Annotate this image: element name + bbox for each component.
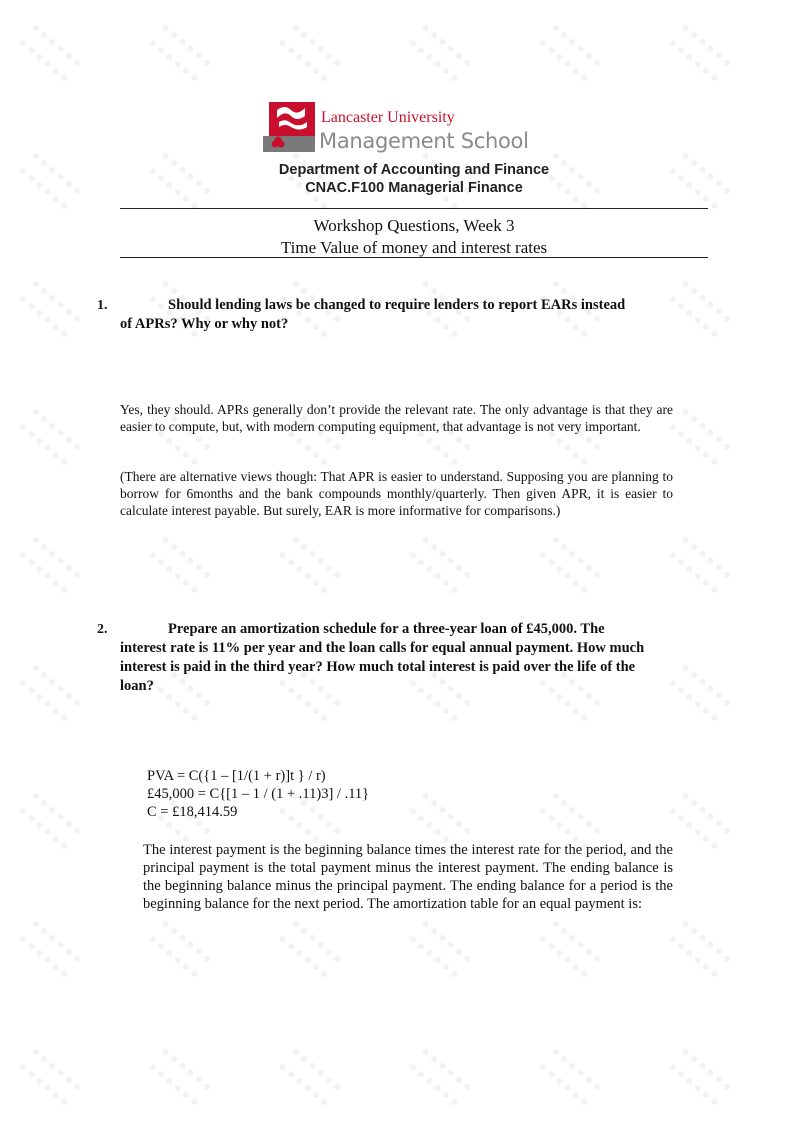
- watermark-mark: [279, 920, 342, 978]
- watermark-mark: [669, 920, 732, 978]
- watermark-mark: [19, 280, 82, 338]
- watermark-mark: [19, 664, 82, 722]
- question-1-line-1: Should lending laws be changed to require lenders to report EARs instead: [168, 297, 626, 313]
- watermark-mark: [409, 920, 472, 978]
- watermark-mark: [539, 920, 602, 978]
- watermark-mark: [409, 24, 472, 82]
- watermark-mark: [539, 24, 602, 82]
- watermark-mark: [669, 664, 732, 722]
- question-2-text: [120, 620, 672, 696]
- watermark-mark: [19, 792, 82, 850]
- watermark-mark: [19, 152, 82, 210]
- watermark-mark: [409, 1048, 472, 1106]
- question-2-number: 2.: [97, 622, 108, 637]
- watermark-mark: [149, 920, 212, 978]
- workshop-title: Workshop Questions, Week 3: [313, 216, 515, 235]
- watermark-mark: [19, 920, 82, 978]
- watermark-mark: [539, 536, 602, 594]
- watermark-mark: [669, 1048, 732, 1106]
- watermark-mark: [539, 1048, 602, 1106]
- watermark-mark: [279, 536, 342, 594]
- question-1-line-2: of APRs? Why or why not?: [120, 316, 289, 332]
- watermark-mark: [19, 408, 82, 466]
- watermark-mark: [19, 1048, 82, 1106]
- watermark-mark: [669, 408, 732, 466]
- watermark-mark: [19, 24, 82, 82]
- workshop-subtitle: Time Value of money and interest rates: [280, 238, 548, 257]
- logo-school-name: Management School: [319, 129, 529, 153]
- watermark-mark: [669, 24, 732, 82]
- answer-2-explanation: The interest payment is the beginning balance times the interest rate for the period, and the principal payment is the total payment minus the interest payment. The ending balance is the beginning balance minus the principal payment. The ending balance for a period is the beginning balance for the next period. The amortization table for an equal payment is:: [143, 842, 673, 912]
- question-2-line-1: Prepare an amortization schedule for a three-year loan of £45,000. The: [168, 621, 605, 637]
- header-rule-top: [120, 208, 708, 209]
- watermark-mark: [149, 536, 212, 594]
- formula-pva: PVA = C({1 – [1/(1 + r)]t } / r): [147, 768, 326, 784]
- header-rule-bottom: [120, 257, 708, 258]
- logo-university-name: Lancaster University: [321, 109, 455, 126]
- watermark-mark: [149, 1048, 212, 1106]
- watermark-mark: [669, 792, 732, 850]
- watermark-mark: [149, 24, 212, 82]
- university-crest-icon: [263, 100, 315, 152]
- formula-loan: £45,000 = C{[1 – 1 / (1 + .11)3] / .11}: [147, 786, 370, 802]
- course-name: CNAC.F100 Managerial Finance: [305, 180, 523, 196]
- watermark-mark: [669, 536, 732, 594]
- watermark-mark: [409, 536, 472, 594]
- department-name: Department of Accounting and Finance: [278, 162, 550, 178]
- watermark-mark: [279, 24, 342, 82]
- question-1-number: 1.: [97, 298, 108, 313]
- question-2-line-2: interest rate is 11% per year and the loan calls for equal annual payment. How much interest is paid in the third year? How much total interest is paid over the life of the loan?: [120, 640, 645, 694]
- question-1-text: [120, 296, 680, 334]
- watermark-mark: [279, 1048, 342, 1106]
- school-logo: [263, 100, 538, 156]
- answer-1-paragraph-1: Yes, they should. APRs generally don’t provide the relevant rate. The only advantage is that they are easier to compute, but, with modern computing equipment, that advantage is not very important.: [120, 402, 673, 434]
- formula-payment: C = £18,414.59: [147, 804, 238, 820]
- watermark-mark: [19, 536, 82, 594]
- answer-1-paragraph-2: (There are alternative views though: That APR is easier to understand. Supposing you are planning to borrow for 6months and the bank compounds monthly/quarterly. Then given APR, it is easier to calculate interest payable. But surely, EAR is more informative for comparisons.): [120, 469, 673, 518]
